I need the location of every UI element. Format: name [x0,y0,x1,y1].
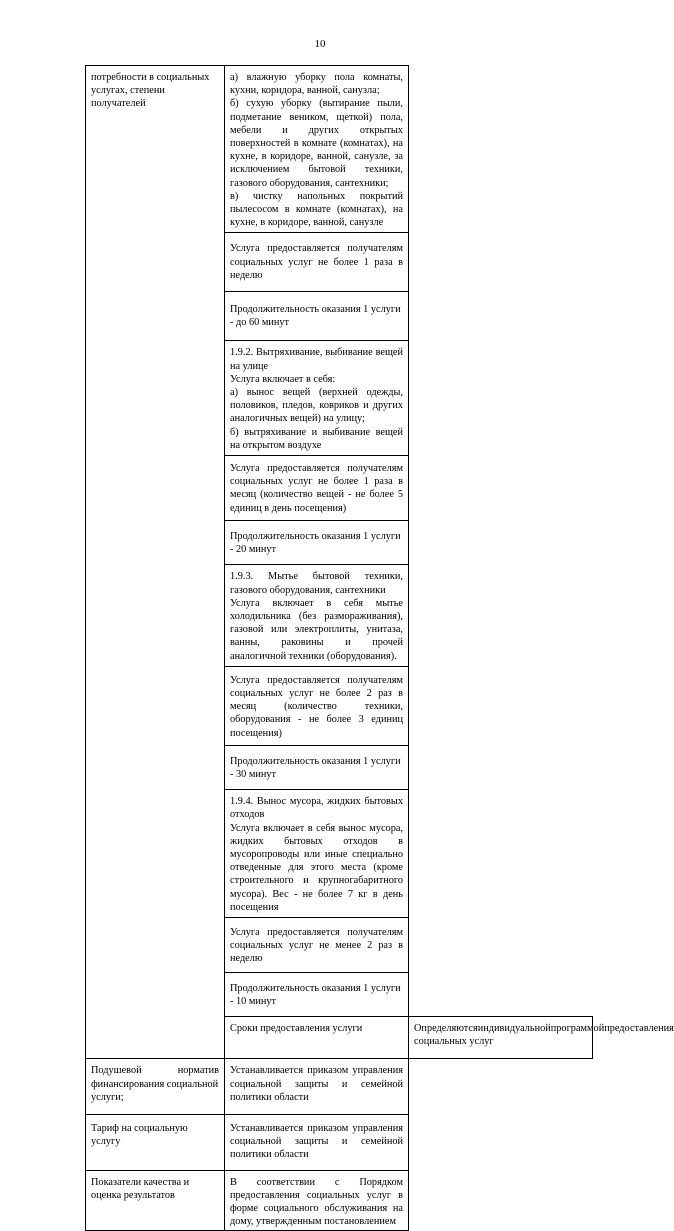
tariff-value: Устанавливается приказом управления социальной защиты и семейной политики области [225,1115,409,1171]
service-1-9-4-cell [225,790,409,918]
terms-value [409,1016,674,1058]
duration-cell: Продолжительность оказания 1 услуги - 20 минут [225,520,409,564]
norm-value: Устанавливается приказом управления социальной защиты и семейной политики области [225,1059,409,1115]
list-item: а) влажную уборку пола комнаты, кухни, коридора, ванной, санузла; [230,72,403,97]
terms-word: индивидуальной [477,1022,551,1034]
table-row [86,1115,593,1171]
service-description: Услуга включает в себя вынос мусора, жидких бытовых отходов в мусоропроводы или иные специально отведенные для этого места (кроме строительного и крупногабаритного мусора). Вес - не более 7 кг в день посещения [230,822,403,913]
service-1-9-2-cell [225,341,409,456]
norm-label [86,1059,225,1115]
duration-cell: Продолжительность оказания 1 услуги - до 60 минут [225,292,409,341]
service-title: 1.9.3. Мытье бытовой техники, газового оборудования, сантехники [230,571,403,596]
duration-cell: Продолжительность оказания 1 услуги - 10 минут [225,972,409,1016]
list-item: а) вынос вещей (верхней одежды, половиков, пледов, ковриков и других аналогичных вещей) на улицу; [230,387,403,425]
needs-label: потребности в социальных услугах, степени получателей [86,66,225,1059]
table-row [86,1170,593,1231]
list-item: б) вытряхивание и выбивание вещей на открытом воздухе [230,426,403,451]
norm-label-rest: финансирования социальной услуги; [91,1078,219,1103]
service-1-9-3-cell [225,565,409,666]
service-title: 1.9.4. Вынос мусора, жидких бытовых отходов [230,796,403,821]
frequency-cell: Услуга предоставляется получателям социальных услуг не более 1 раза в месяц (количество вещей - не более 5 единиц в день посещения) [225,456,409,521]
terms-label: Сроки предоставления услуги [225,1016,409,1058]
terms-word: Определяются [414,1022,478,1034]
norm-label-word: Подушевой [91,1065,142,1077]
service-standard-table [85,65,674,1231]
duration-cell: Продолжительность оказания 1 услуги - 30 минут [225,745,409,789]
list-item: б) сухую уборку (вытирание пыли, подметание веником, щеткой) пола, мебели и других открытых поверхностей в комнате (комнатах), на кухне, в коридоре, ванной, санузле, за исключением бытовой техники, газового оборудования, сантехники; [230,98,403,189]
frequency-cell: Услуга предоставляется получателям социальных услуг не более 1 раза в неделю [225,233,409,292]
terms-word: программой [550,1022,605,1034]
list-item: в) чистку напольных покрытий пылесосом в комнате (комнатах), на кухне, в коридоре, ванной, санузле [230,190,403,229]
table-row [86,1059,593,1115]
frequency-cell: Услуга предоставляется получателям социальных услуг не более 2 раз в месяц (количество техники, оборудования - не более 3 единиц посещения) [225,666,409,745]
page-number: 10 [314,38,326,50]
terms-value-end: социальных услуг [414,1036,494,1048]
quality-value: В соответствии с Порядком предоставления социальных услуг в форме социального обслуживания на дому, утвержденным постановлением [225,1170,409,1231]
quality-label: Показатели качества и оценка результатов [86,1170,225,1231]
tariff-label: Тариф на социальную услугу [86,1115,225,1171]
service-title: 1.9.2. Вытряхивание, выбивание вещей на улице [230,347,403,372]
norm-label-word: норматив [177,1065,219,1077]
frequency-cell: Услуга предоставляется получателям социальных услуг не менее 2 раз в неделю [225,917,409,972]
service-description: Услуга включает в себя мытье холодильника (без размораживания), газовой или электроплиты, унитаза, ванны, раковины и прочей аналогичной техники (оборудования). [230,597,403,662]
table-row [86,66,593,233]
service-intro: Услуга включает в себя: [230,373,336,385]
cleaning-items-cell [225,66,409,233]
terms-word: предоставления [604,1022,674,1034]
